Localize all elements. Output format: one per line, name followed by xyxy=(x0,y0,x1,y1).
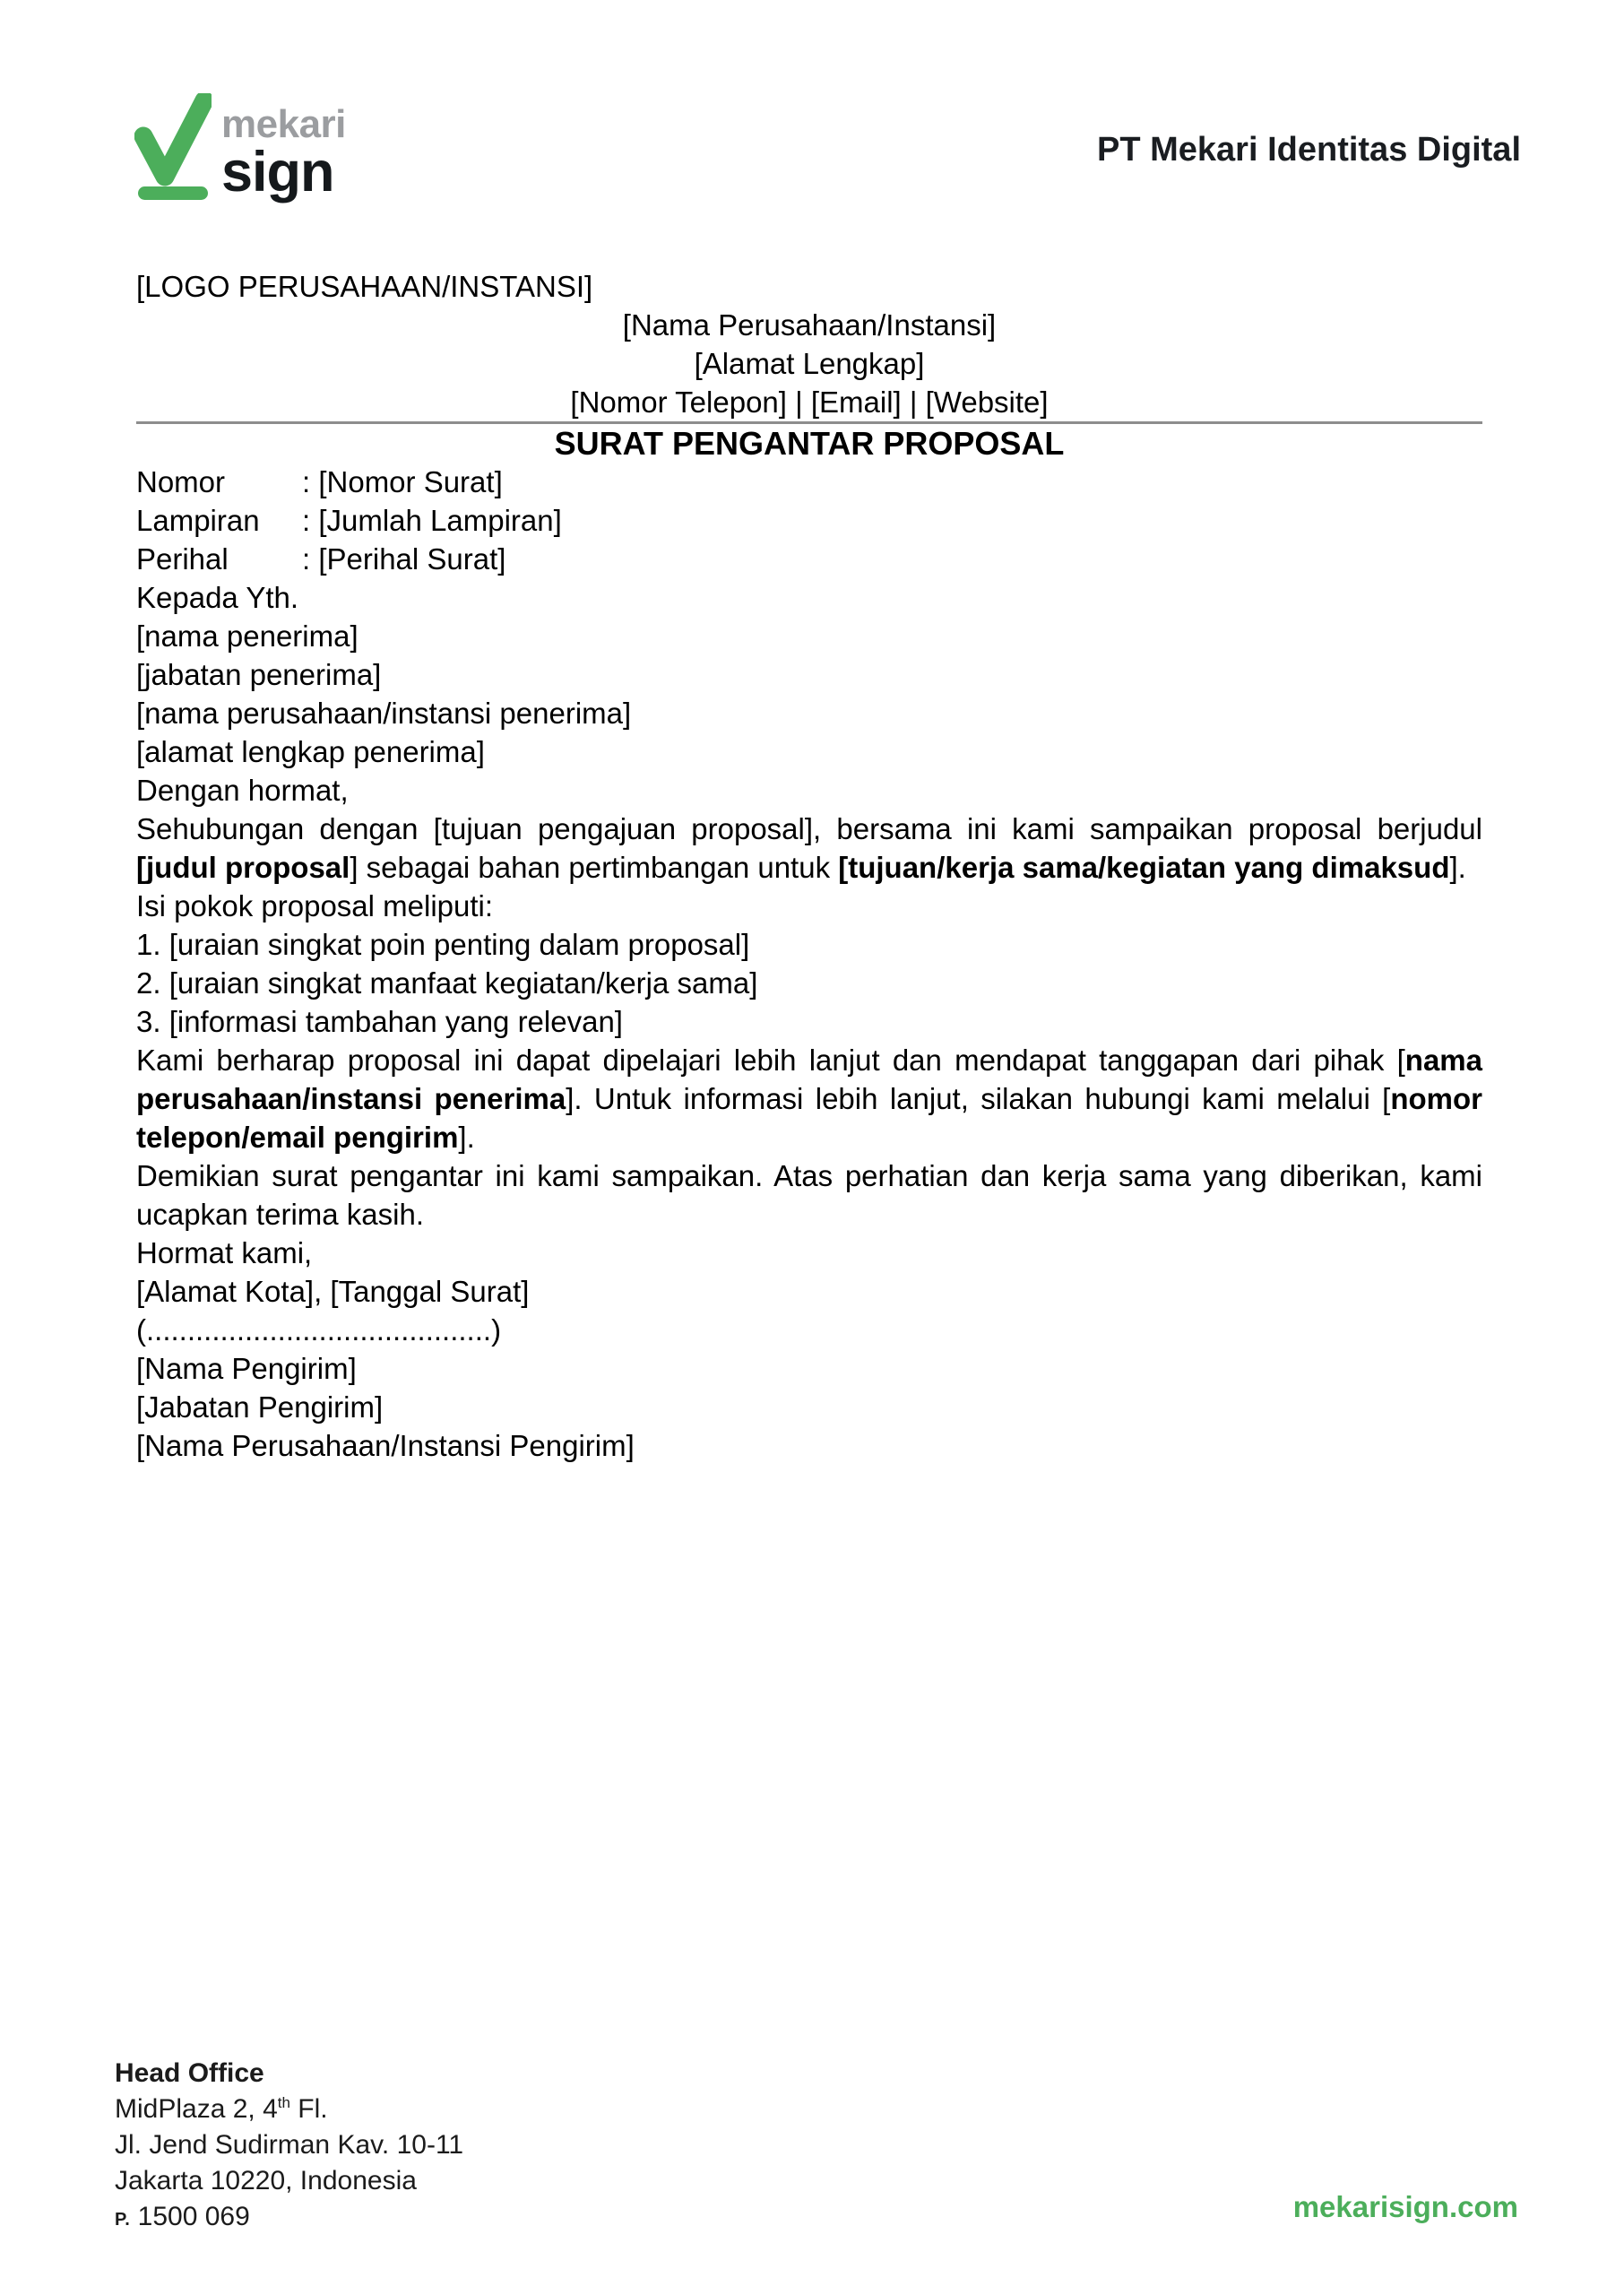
meta-label-lampiran: Lampiran xyxy=(136,504,260,537)
footer-address-1a: MidPlaza 2, 4 xyxy=(115,2094,278,2124)
intro-text-2: ] sebagai bahan pertimbangan untuk xyxy=(350,851,839,884)
recipient-position: [jabatan penerima] xyxy=(136,658,382,691)
check-icon xyxy=(134,93,212,203)
proposal-title-placeholder: [judul proposal xyxy=(136,851,350,884)
intro-text: Sehubungan dengan [tujuan pengajuan proposal], bersama ini kami sampaikan proposal berjudul xyxy=(136,812,1482,845)
company-name-header: PT Mekari Identitas Digital xyxy=(1097,131,1521,169)
proposal-contents-block xyxy=(136,887,1482,1041)
letterhead-contact: [Nomor Telepon] | [Email] | [Website] xyxy=(570,385,1049,419)
signature-block xyxy=(136,1311,1482,1465)
footer-address-line-3: Jakarta 10220, Indonesia xyxy=(115,2166,417,2195)
recipient-block xyxy=(136,578,1482,771)
list-item-2: 2. [uraian singkat manfaat kegiatan/kerja sama] xyxy=(136,966,758,1000)
logo-text-sign: sign xyxy=(221,141,334,204)
mekari-sign-logo xyxy=(134,93,212,207)
followup-text-3: ]. xyxy=(458,1121,475,1154)
recipient-address: [alamat lengkap penerima] xyxy=(136,735,485,768)
footer-office-title: Head Office xyxy=(115,2058,264,2088)
footer-address-line-2: Jl. Jend Sudirman Kav. 10-11 xyxy=(115,2130,464,2160)
meta-row-nomor xyxy=(136,463,1482,501)
letterhead-logo-placeholder: [LOGO PERUSAHAAN/INSTANSI] xyxy=(136,270,593,303)
footer-office-block xyxy=(115,2056,463,2238)
recipient-name: [nama penerima] xyxy=(136,619,358,653)
signature-position: [Jabatan Pengirim] xyxy=(136,1390,384,1424)
recipient-salutation: Kepada Yth. xyxy=(136,581,299,614)
signature-dots: (..........................................) xyxy=(136,1313,502,1347)
list-intro: Isi pokok proposal meliputi: xyxy=(136,889,494,922)
intro-text-3: ]. xyxy=(1449,851,1466,884)
footer-phone-line xyxy=(115,2199,463,2238)
logo-wordmark xyxy=(221,102,346,204)
footer-phone-label: P. xyxy=(115,2210,131,2230)
proposal-purpose-placeholder: [tujuan/kerja sama/kegiatan yang dimaksud xyxy=(838,851,1450,884)
recipient-company: [nama perusahaan/instansi penerima] xyxy=(136,697,632,730)
paragraph-closing: Demikian surat pengantar ini kami sampaikan. Atas perhatian dan kerja sama yang diberikan, kami ucapkan terima kasih. xyxy=(136,1159,1482,1231)
signature-name: [Nama Pengirim] xyxy=(136,1352,357,1385)
list-item-1: 1. [uraian singkat poin penting dalam proposal] xyxy=(136,928,750,961)
sender-contact-placeholder: nomor telepon/email pengirim xyxy=(136,1082,1482,1154)
meta-value-lampiran: : [Jumlah Lampiran] xyxy=(302,504,562,537)
place-and-date: [Alamat Kota], [Tanggal Surat] xyxy=(136,1275,530,1308)
footer-address-1b: Fl. xyxy=(289,2094,328,2124)
footer-phone-number: 1500 069 xyxy=(130,2202,250,2231)
footer-website: mekarisign.com xyxy=(1292,2190,1518,2223)
list-item-3: 3. [informasi tambahan yang relevan] xyxy=(136,1005,623,1038)
logo-text-mekari: mekari xyxy=(221,102,346,146)
meta-row-perihal xyxy=(136,540,1482,578)
greeting: Dengan hormat, xyxy=(136,774,349,807)
meta-row-lampiran xyxy=(136,501,1482,540)
letter-meta xyxy=(136,463,1482,578)
paragraph-intro xyxy=(136,810,1482,887)
recipient-company-placeholder: nama perusahaan/instansi penerima xyxy=(136,1044,1482,1115)
signature-company: [Nama Perusahaan/Instansi Pengirim] xyxy=(136,1429,635,1462)
meta-value-perihal: : [Perihal Surat] xyxy=(302,542,506,576)
paragraph-followup xyxy=(136,1041,1482,1156)
letterhead-company-name: [Nama Perusahaan/Instansi] xyxy=(622,308,997,342)
meta-label-perihal: Perihal xyxy=(136,542,229,576)
meta-value-nomor: : [Nomor Surat] xyxy=(302,465,503,498)
letter-body xyxy=(136,267,1482,1465)
letterhead-address: [Alamat Lengkap] xyxy=(694,347,925,380)
document-title: SURAT PENGANTAR PROPOSAL xyxy=(554,425,1065,462)
footer-address-line-1 xyxy=(115,2091,463,2127)
meta-label-nomor: Nomor xyxy=(136,465,226,498)
footer-address-ordinal: th xyxy=(277,2094,290,2111)
closing-salutation: Hormat kami, xyxy=(136,1236,313,1269)
followup-text: Kami berharap proposal ini dapat dipelajari lebih lanjut dan mendapat tanggapan dari pihak [ xyxy=(136,1044,1405,1077)
followup-text-2: ]. Untuk informasi lebih lanjut, silakan hubungi kami melalui [ xyxy=(566,1082,1391,1115)
